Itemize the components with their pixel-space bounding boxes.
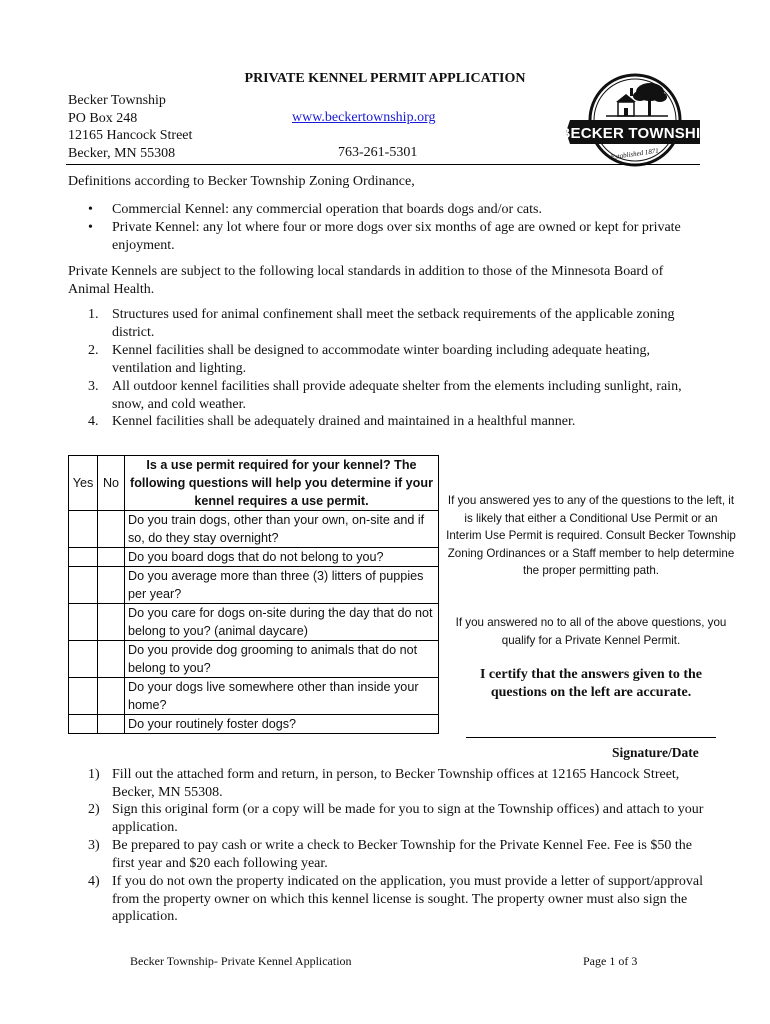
website-link[interactable]: www.beckertownship.org [292,110,436,125]
yes-checkbox[interactable] [69,567,98,604]
address-line: Becker Township [68,93,166,108]
header-divider [66,164,700,165]
list-number: 4) [88,874,100,889]
no-checkbox[interactable] [98,715,125,734]
table-row [69,567,439,604]
mailing-address [68,92,192,162]
phone-number: 763-261-5301 [338,145,418,160]
signature-date-field[interactable] [466,737,716,738]
address-line: Becker, MN 55308 [68,145,176,161]
list-item [88,378,708,414]
bullet-icon: • [88,202,93,217]
standard-text: All outdoor kennel facilities shall provide adequate shelter from the elements including sunlight, rain, snow, and cold weather. [112,379,682,412]
list-number: 1) [88,767,100,782]
question-text: Do you provide dog grooming to animals that do not belong to you? [125,641,439,678]
column-header-no: No [98,456,125,511]
no-checkbox[interactable] [98,548,125,567]
instruction-text: Be prepared to pay cash or write a check to Becker Township for the Private Kennel Fee. Fee is $50 the first year and $20 each following year. [112,838,692,871]
table-row [69,604,439,641]
yes-checkbox[interactable] [69,604,98,641]
yes-checkbox[interactable] [69,678,98,715]
use-permit-questionnaire [68,455,439,734]
definitions-intro: Definitions according to Becker Township Zoning Ordinance, [68,174,415,189]
standard-text: Structures used for animal confinement shall meet the setback requirements of the applicable zoning district. [112,307,675,340]
list-item [88,873,708,927]
footer-page-number: Page 1 of 3 [583,954,638,968]
address-line: 12165 Hancock Street [68,128,193,143]
question-text: Do you care for dogs on-site during the day that do not belong to you? (animal daycare) [125,604,439,641]
building-icon [616,88,636,116]
footer-document-title: Becker Township- Private Kennel Application [130,954,352,968]
standards-intro: Private Kennels are subject to the following local standards in addition to those of the Minnesota Board of Animal Health. [68,264,664,297]
table-row [69,678,439,715]
standard-text: Kennel facilities shall be adequately drained and maintained in a healthful manner. [112,414,576,429]
question-text: Do you average more than three (3) litters of puppies per year? [125,567,439,604]
no-answer-note: If you answered no to all of the above questions, you qualify for a Private Kennel Permit. [455,616,727,647]
no-checkbox[interactable] [98,604,125,641]
standard-text: Kennel facilities shall be designed to accommodate winter boarding including adequate heating, ventilation and lighting. [112,343,651,376]
address-line: PO Box 248 [68,110,138,126]
list-item [88,413,708,431]
yes-checkbox[interactable] [69,548,98,567]
township-logo [559,70,711,170]
no-checkbox[interactable] [98,641,125,678]
logo-text: BECKER TOWNSHIP [559,125,711,142]
list-item [88,342,708,378]
list-item [88,201,708,219]
instruction-text: Sign this original form (or a copy will be made for you to sign at the Township offices) and attach to your application. [112,802,704,835]
list-number: 3. [88,379,99,394]
certification-statement: I certify that the answers given to the questions on the left are accurate. [479,667,702,700]
definition-text: Commercial Kennel: any commercial operation that boards dogs and/or cats. [112,202,542,217]
no-checkbox[interactable] [98,567,125,604]
list-number: 2) [88,802,100,817]
no-checkbox[interactable] [98,511,125,548]
yes-answer-note: If you answered yes to any of the questions to the left, it is likely that either a Conditional Use Permit or an Interim Use Permit is required. Consult Becker Township Zoning Ordinances or a Staff member to help determine the proper permitting path. [446,494,736,577]
list-item [88,219,708,255]
bullet-icon: • [88,220,93,235]
yes-checkbox[interactable] [69,511,98,548]
table-row [69,715,439,734]
questionnaire-heading: Is a use permit required for your kennel? The following questions will help you determine if your kennel requires a use permit. [125,456,439,511]
question-text: Do your routinely foster dogs? [125,715,439,734]
definition-text: Private Kennel: any lot where four or more dogs over six months of age are owned or kept for private enjoyment. [112,220,681,253]
table-header-row [69,456,439,511]
list-item [88,837,708,873]
table-row [69,641,439,678]
list-number: 4. [88,414,99,429]
logo-subtext: Established 1871 [610,146,660,162]
list-item [88,766,708,802]
signature-date-label: Signature/Date [612,745,699,760]
page-title: PRIVATE KENNEL PERMIT APPLICATION [244,71,526,86]
question-text: Do your dogs live somewhere other than inside your home? [125,678,439,715]
table-row [69,511,439,548]
no-checkbox[interactable] [98,678,125,715]
column-header-yes: Yes [69,456,98,511]
list-number: 2. [88,343,99,358]
question-text: Do you train dogs, other than your own, on-site and if so, do they stay overnight? [125,511,439,548]
instruction-text: If you do not own the property indicated on the application, you must provide a letter of support/approval from the property owner on which this kennel license is sought. The property owner must also sign the application. [112,874,703,924]
question-text: Do you board dogs that do not belong to you? [125,548,439,567]
list-item [88,801,708,837]
yes-checkbox[interactable] [69,715,98,734]
list-number: 1. [88,307,99,322]
list-number: 3) [88,838,100,853]
list-item [88,306,708,342]
instruction-text: Fill out the attached form and return, in person, to Becker Township offices at 12165 Hancock Street, Becker, MN 55308. [112,767,680,800]
tree-icon [633,83,667,116]
table-row [69,548,439,567]
yes-checkbox[interactable] [69,641,98,678]
